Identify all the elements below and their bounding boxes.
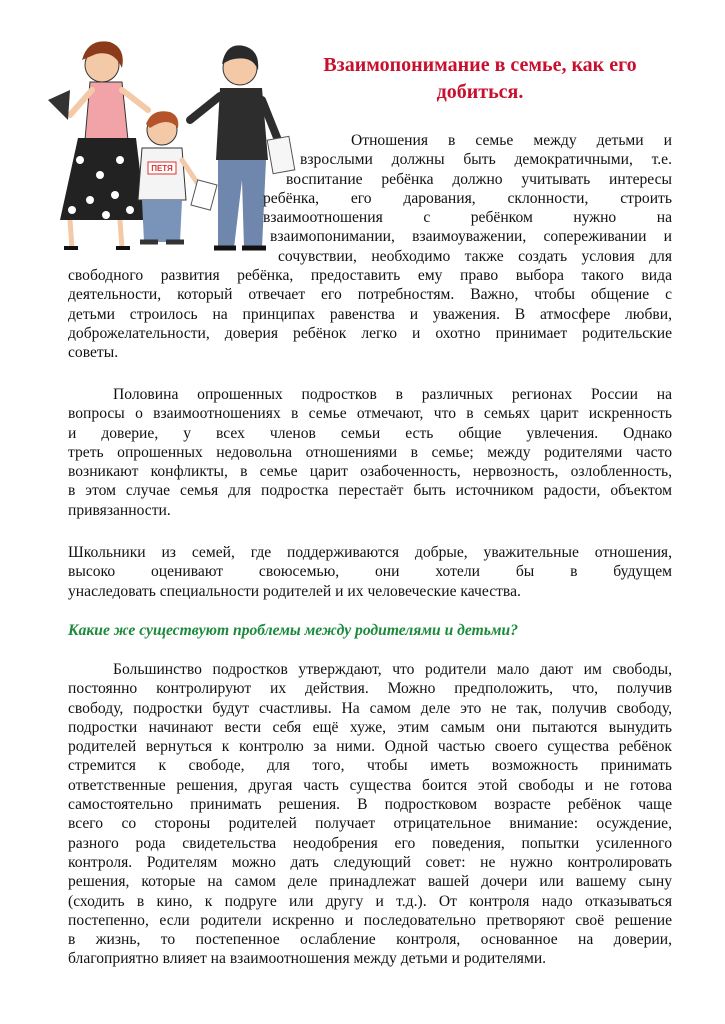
text-line: возникают конфликты, в семье царит озабоченность, нервозность, озлобленность, [68,463,672,481]
text-line: постоянно контролируют их действия. Можно предположить, что, получив [68,680,672,698]
text-line: благоприятно влияет на взаимоотношения между детьми и родителями. [68,950,547,968]
text-line: сочувствии, необходимо также создать условия для [278,247,672,265]
text-line: вопросы о взаимоотношениях в семье отмечают, что в семьях царит искренность [68,405,672,423]
text-line: подростки начинают вести себя ещё хуже, этим самым они пытаются вынудить [68,718,672,736]
text-line: Большинство подростков утверждают, что родители мало дают им свободы, [113,661,672,678]
text-line: привязанности. [68,501,171,519]
text-line: постепенно, если родители искренно и последовательно претворяют своё решение [68,911,672,929]
text-line: воспитание ребёнка должно учитывать интересы [286,170,672,188]
text-line: советы. [68,344,119,362]
text-line: родителей вернуться к контролю за ними. Одной частью своего существа ребёнок [68,738,672,756]
child-shirt-label: ПЕТЯ [151,164,173,173]
text-line: разного рода свидетельства неодобрения его поведения, попытки усиленного [68,834,672,852]
text-line: ответственные решения, другая часть существа боится этой свободы и не готова [68,776,672,794]
text-line: треть опрошенных недовольна отношениями в семье; между родителями часто [68,443,672,461]
title-line-2: добиться. [436,81,524,103]
text-line: ребёнка, его дарования, склонности, строить [263,189,672,207]
text-line: самостоятельно принимать решения. В подростковом возрасте ребёнок чаще [68,796,672,814]
paragraph-1-continued [68,266,672,362]
text-line: Половина опрошенных подростков в различных регионах России на [113,386,672,403]
text-line: в жизнь, то постепенное ослабление контроля, основанное на доверии, [68,931,672,949]
text-line: взаимоотношения с ребёнком нужно на [263,209,672,227]
text-line: доброжелательности, доверия ребёнок легко и охотно принимает родительские [68,324,672,342]
title-line-1: Взаимопонимание в семье, как его [323,54,637,76]
paragraph-1-wrapped [68,131,672,266]
text-line: всего со стороны родителей получает отрицательное внимание: осуждение, [68,815,672,833]
paragraph-2 [68,385,672,520]
text-line: стремится к свободе, для того, чтобы иметь возможность принимать [68,757,672,775]
text-line: высоко оценивают своюсемью, они хотели бы в будущем [68,563,672,581]
text-line: взаимопонимании, взаимоуважении, сопереживании и [270,228,672,246]
text-line: взрослыми должны быть демократичными, т.е. [300,151,672,169]
text-line: контроля. Родителям можно дать следующий совет: не нужно контролировать [68,853,672,871]
paragraph-3 [68,543,672,601]
text-line: (сходить в кино, к подруге или другу и т.д.). От контроля надо отказываться [68,892,672,910]
section-subheading: Какие же существуют проблемы между родителями и детьми? [68,622,519,639]
text-line: Школьники из семей, где поддерживаются добрые, уважительные отношения, [68,544,672,561]
text-line: унаследовать специальности родителей и их человеческие качества. [68,582,521,600]
text-line: в этом случае семья для подростка перестаёт быть источником радости, объектом [68,482,672,500]
text-line: и доверие, у всех членов семьи есть общие увлечения. Однако [68,424,672,442]
paragraph-4 [68,660,672,969]
text-line: Отношения в семье между детьми и [351,132,672,149]
text-line: решения, которые на самом деле принадлежат вашей дочери или вашему сыну [68,873,672,891]
page-title [280,52,680,106]
text-line: деятельности, который отвечает его потребностям. Важно, чтобы общение с [68,286,672,304]
text-line: свободного развития ребёнка, предоставить ему право выбора такого вида [68,267,672,284]
text-line: детьми строилось на принципах равенства и уважения. В атмосфере любви, [68,305,672,323]
text-line: свободу, подростки будут счастливы. На самом деле это не так, получив свободу, [68,699,672,717]
